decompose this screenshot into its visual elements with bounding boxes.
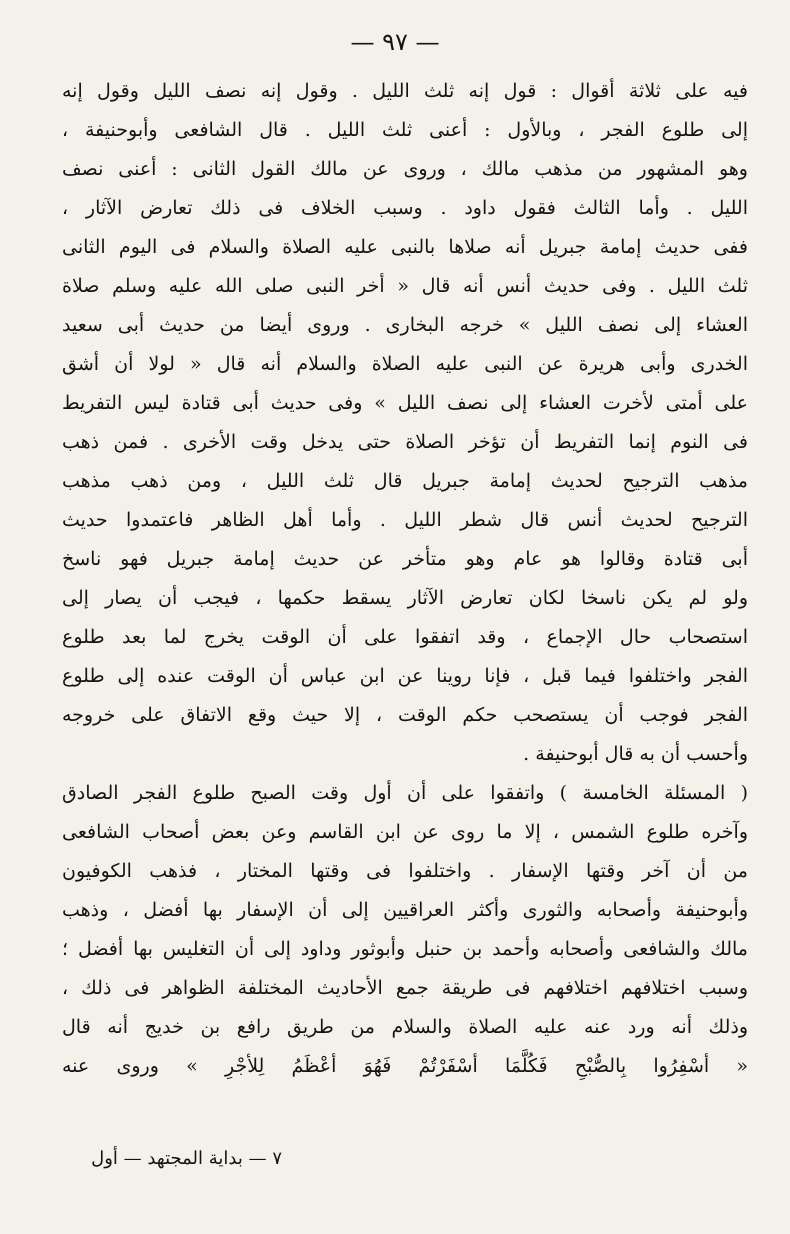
- text-line: وهو المشهور من مذهب مالك ، وروى عن مالك القول الثانى : أعنى نصف: [62, 158, 748, 180]
- text-line: وأحسب أن به قال أبوحنيفة .: [523, 743, 748, 765]
- text-line: فيه على ثلاثة أقوال : قول إنه ثلث الليل . وقول إنه نصف الليل وقول إنه: [62, 80, 748, 102]
- text-line: وآخره طلوع الشمس ، إلا ما روى عن ابن القاسم وعن بعض أصحاب الشافعى: [62, 821, 748, 843]
- text-line: ففى حديث إمامة جبريل أنه صلاها بالنبى عليه الصلاة والسلام فى اليوم الثانى: [62, 236, 748, 258]
- text-line: أبى قتادة وقالوا هو عام وهو متأخر عن حديث إمامة جبريل فهو ناسخ: [62, 548, 748, 570]
- footer-signature: ٧ — بداية المجتهد — أول: [91, 1148, 282, 1169]
- page-number: — ٩٧ —: [350, 28, 440, 56]
- text-line: على أمتى لأخرت العشاء إلى نصف الليل » وفى حديث أبى قتادة ليس التفريط: [62, 392, 748, 414]
- text-line: الترجيح لحديث أنس قال شطر الليل . وأما أهل الظاهر فاعتمدوا حديث: [62, 509, 748, 531]
- text-line: إلى طلوع الفجر ، وبالأول : أعنى ثلث الليل . قال الشافعى وأبوحنيفة ،: [62, 119, 748, 141]
- text-line: العشاء إلى نصف الليل » خرجه البخارى . وروى أيضا من حديث أبى سعيد: [62, 314, 748, 336]
- text-line: الخدرى وأبى هريرة عن النبى عليه الصلاة والسلام أنه قال « لولا أن أشق: [62, 353, 748, 375]
- text-line: « أسْفِرُوا بِالصُّبْحِ فَكُلَّمَا أسْفَرْتُمْ فَهُوَ أعْظَمُ لِلأجْرِ » وروى عنه: [62, 1055, 748, 1077]
- text-line: الفجر واختلفوا فيما قبل ، فإنا روينا عن ابن عباس أن الوقت عنده إلى طلوع: [62, 665, 748, 687]
- text-line: وذلك أنه ورد عنه عليه الصلاة والسلام من طريق رافع بن خديج أنه قال: [62, 1016, 748, 1038]
- text-line: الفجر فوجب أن يستصحب حكم الوقت ، إلا حيث وقع الاتفاق على خروجه: [62, 704, 748, 726]
- text-line: وسبب اختلافهم اختلافهم فى طريقة جمع الأحاديث المختلفة الظواهر فى ذلك ،: [62, 977, 748, 999]
- text-line: من أن آخر وقتها الإسفار . واختلفوا فى وقتها المختار ، فذهب الكوفيون: [62, 860, 748, 882]
- text-line: استصحاب حال الإجماع ، وقد اتفقوا على أن الوقت يخرج لما بعد طلوع: [62, 626, 748, 648]
- text-line: ثلث الليل . وفى حديث أنس أنه قال « أخر النبى صلى الله عليه وسلم صلاة: [62, 275, 748, 297]
- text-line: فى النوم إنما التفريط أن تؤخر الصلاة حتى يدخل وقت الأخرى . فمن ذهب: [62, 431, 748, 453]
- page-body: [62, 72, 748, 1086]
- text-line: مالك والشافعى وأصحابه وأحمد بن حنبل وأبوثور وداود إلى أن التغليس بها أفضل ؛: [62, 938, 748, 960]
- text-line: ( المسئلة الخامسة ) واتفقوا على أن أول وقت الصبح طلوع الفجر الصادق: [62, 782, 748, 804]
- text-line: ولو لم يكن ناسخا لكان تعارض الآثار يسقط حكمها ، فيجب أن يصار إلى: [62, 587, 748, 609]
- text-line: الليل . وأما الثالث فقول داود . وسبب الخلاف فى ذلك تعارض الآثار ،: [62, 197, 748, 219]
- text-line: وأبوحنيفة وأصحابه والثورى وأكثر العراقيين إلى أن الإسفار بها أفضل ، وذهب: [62, 899, 748, 921]
- text-line: مذهب الترجيح لحديث إمامة جبريل قال ثلث الليل ، ومن ذهب مذهب: [62, 470, 748, 492]
